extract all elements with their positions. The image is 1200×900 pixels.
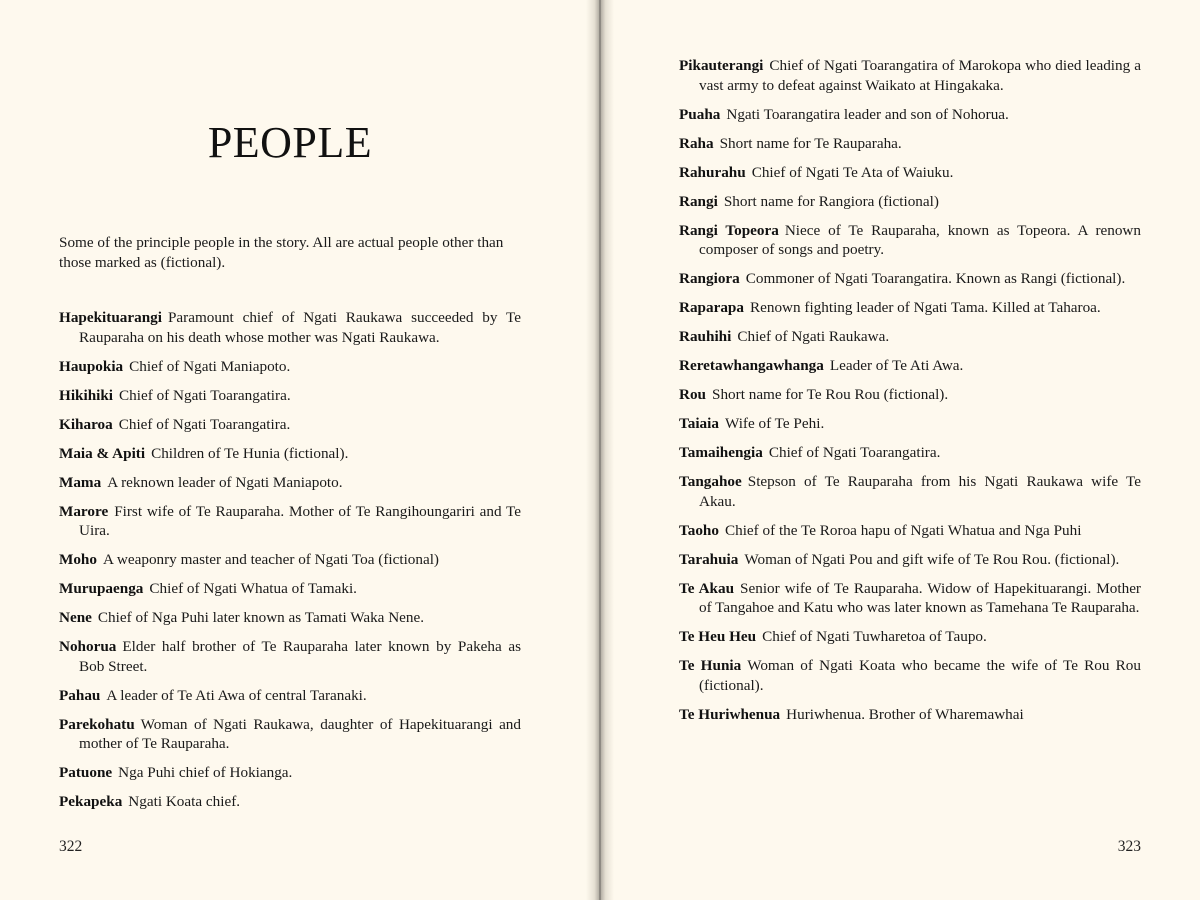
person-name: Rangi Topeora [679,221,779,239]
glossary-entry [679,443,1141,463]
person-description: Elder half brother of Te Rauparaha later known by Pakeha as Bob Street. [79,638,521,675]
person-description: Paramount chief of Ngati Raukawa succeeded by Te Rauparaha on his death whose mother was Ngati Raukawa. [79,309,521,346]
person-description: Niece of Te Rauparaha, known as Topeora. A renown composer of songs and poetry. [699,221,1141,258]
person-name: Rangi [679,192,718,210]
person-description: Commoner of Ngati Toarangatira. Known as Rangi (fictional). [745,270,1126,287]
person-name: Nene [59,609,92,626]
person-description: Ngati Toarangatira leader and son of Nohorua. [726,105,1009,123]
glossary-entry [59,550,521,570]
person-name: Mama [59,473,102,491]
glossary-entry [679,163,1141,183]
intro-paragraph: Some of the principle people in the story. All are actual people other than those marked as (fictional). [59,234,504,271]
person-description: Leader of Te Ati Awa. [829,357,964,374]
person-name: Pikauterangi [679,57,764,74]
person-name: Te Akau [679,579,735,597]
person-name: Puaha [679,105,721,123]
person-description: Huriwhenua. Brother of Wharemawhai [786,705,1024,723]
glossary-entry [679,705,1141,725]
person-description: Chief of Ngati Raukawa. [737,328,890,345]
person-description: Chief of Ngati Tuwharetoa of Taupo. [762,628,987,645]
glossary-entry [679,105,1141,125]
glossary-entry [679,472,1141,511]
person-name: Te Heu Heu [679,628,757,645]
person-description: Chief of Ngati Toarangatira. [119,386,291,404]
person-description: A weaponry master and teacher of Ngati Toa (fictional) [102,551,439,568]
person-description: Senior wife of Te Rauparaha. Widow of Hapekituarangi. Mother of Tangahoe and Katu who was later known as Tamehana Te Rauparaha. [699,579,1141,616]
glossary-entry [59,579,521,599]
left-page [59,0,521,900]
page-number: 322 [59,838,83,855]
person-description: Renown fighting leader of Ngati Tama. Killed at Taharoa. [749,299,1101,316]
person-name: Patuone [59,764,113,781]
person-description: Wife of Te Pehi. [724,415,825,432]
book-spine [586,0,614,900]
person-description: Children of Te Hunia (fictional). [151,444,349,462]
person-name: Reretawhangawhanga [679,357,824,374]
person-description: Chief of Ngati Maniapoto. [129,357,291,375]
glossary-entry [59,792,521,812]
person-name: Kiharoa [59,415,113,433]
glossary-entry [679,579,1141,618]
glossary-entry [679,414,1141,434]
person-name: Pahau [59,686,101,704]
person-description: Chief of Ngati Toarangatira of Marokopa who died leading a vast army to defeat against Waikato at Hingakaka. [699,57,1141,94]
glossary-entry [679,550,1141,570]
glossary-entry [679,56,1141,95]
person-description: Chief of Nga Puhi later known as Tamati Waka Nene. [97,609,425,626]
glossary-entry [679,221,1141,260]
person-name: Moho [59,551,97,568]
person-name: Te Hunia [679,657,742,674]
right-page [679,0,1141,900]
person-name: Maia & Apiti [59,444,146,462]
person-description: A leader of Te Ati Awa of central Taranaki. [106,686,367,704]
person-description: Woman of Ngati Raukawa, daughter of Hapekituarangi and mother of Te Rauparaha. [79,715,521,752]
person-description: A reknown leader of Ngati Maniapoto. [107,473,343,491]
glossary-entry [59,715,521,754]
person-name: Hapekituarangi [59,309,162,326]
glossary-entry [59,473,521,493]
glossary-entry [679,298,1141,318]
glossary-entry [679,385,1141,405]
glossary-entry [59,502,521,541]
person-name: Te Huriwhenua [679,705,781,723]
person-description: Short name for Te Rauparaha. [719,134,902,152]
page-number: 323 [1117,838,1141,855]
glossary-entry [679,327,1141,347]
person-name: Taoho [679,521,719,539]
person-name: Tamaihengia [679,444,763,461]
glossary-entry [679,656,1141,695]
person-description: Chief of Ngati Toarangatira. [768,444,941,461]
person-name: Murupaenga [59,580,144,597]
glossary-entry [59,357,521,377]
person-name: Parekohatu [59,715,135,733]
person-name: Tarahuia [679,550,739,568]
person-name: Nohorua [59,638,117,655]
glossary-entry [59,386,521,406]
glossary-entry [679,627,1141,647]
person-description: Chief of the Te Roroa hapu of Ngati Whatua and Nga Puhi [724,521,1082,539]
glossary-entry [59,637,521,676]
person-description: First wife of Te Rauparaha. Mother of Te Rangihoungariri and Te Uira. [79,502,521,539]
glossary-entry [679,134,1141,154]
person-description: Chief of Ngati Whatua of Tamaki. [149,580,357,597]
person-name: Raparapa [679,299,744,316]
glossary-entry [59,608,521,628]
person-description: Short name for Rangiora (fictional) [723,192,939,210]
person-name: Hikihiki [59,386,114,404]
person-name: Marore [59,502,109,520]
glossary-entry [679,356,1141,376]
page-title: PEOPLE [207,118,373,167]
people-list-left [59,308,521,821]
person-name: Haupokia [59,357,124,375]
glossary-entry [59,686,521,706]
person-description: Nga Puhi chief of Hokianga. [118,764,293,781]
glossary-entry [59,444,521,464]
glossary-entry [679,269,1141,289]
person-description: Chief of Ngati Toarangatira. [118,415,291,433]
person-description: Stepson of Te Rauparaha from his Ngati Raukawa wife Te Akau. [699,473,1141,510]
person-name: Rou [679,386,707,403]
glossary-entry [679,192,1141,212]
person-name: Pekapeka [59,793,123,810]
glossary-entry [59,763,521,783]
glossary-entry [679,521,1141,541]
person-description: Short name for Te Rou Rou (fictional). [712,386,949,403]
person-name: Rahurahu [679,163,746,181]
person-name: Tangahoe [679,473,742,490]
person-name: Raha [679,134,714,152]
person-description: Chief of Ngati Te Ata of Waiuku. [751,163,954,181]
person-name: Rauhihi [679,328,732,345]
person-name: Taiaia [679,415,719,432]
person-description: Woman of Ngati Pou and gift wife of Te Rou Rou. (fictional). [744,550,1120,568]
person-description: Woman of Ngati Koata who became the wife of Te Rou Rou (fictional). [699,657,1141,694]
person-description: Ngati Koata chief. [128,793,241,810]
people-list-right [679,56,1141,734]
glossary-entry [59,308,521,347]
glossary-entry [59,415,521,435]
person-name: Rangiora [679,270,740,287]
